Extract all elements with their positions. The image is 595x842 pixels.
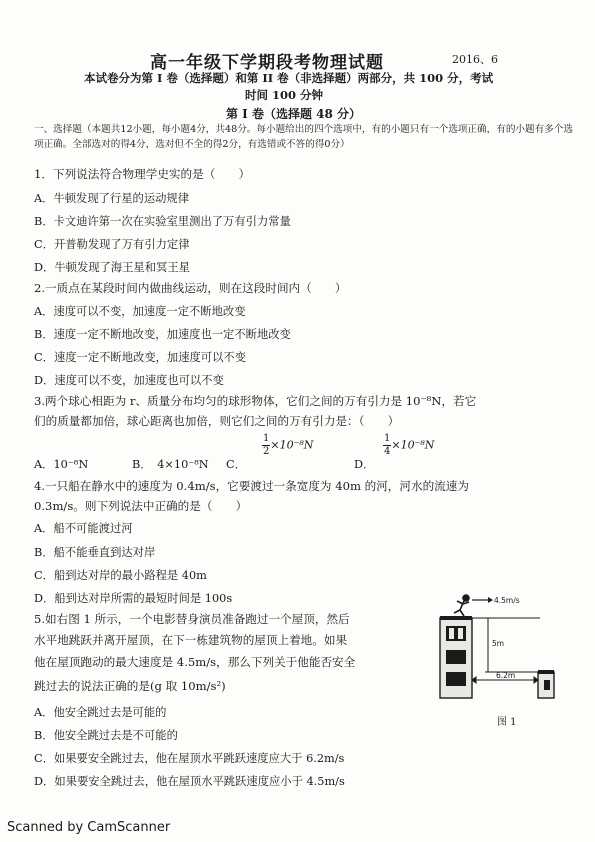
question-5-stem-line2: 水平地跳跃并离开屋顶，在下一栋建筑物的屋顶上着地。如果: [34, 633, 348, 647]
part1-title: 第 I 卷（选择题 48 分）: [226, 107, 362, 121]
question-5-option-d: D．如果要安全跳过去，他在屋顶水平跳跃速度应小于 4.5m/s: [34, 775, 345, 788]
question-3-stem-line1: 3.两个球心相距为 r、质量分布均匀的球形物体，它们之间的万有引力是 10⁻⁸N，若它: [34, 394, 477, 408]
exam-title: 高一年级下学期段考物理试题: [150, 53, 384, 73]
question-5-stem-line1: 5.如右图 1 所示，一个电影替身演员准备跑过一个屋顶，然后: [34, 612, 350, 626]
question-5-option-a: A．他安全跳过去是可能的: [34, 706, 167, 719]
question-1-option-c: C．开普勒发现了万有引力定律: [34, 238, 190, 251]
left-building: [440, 616, 472, 698]
distance-label: 6.2m: [496, 671, 516, 680]
height-marker: [472, 618, 540, 672]
question-4-option-b: B．船不能垂直到达对岸: [34, 546, 156, 559]
question-5-option-b: B．他安全跳过去是不可能的: [34, 729, 178, 742]
question-3-option-b: B． 4×10⁻⁸N: [132, 458, 209, 471]
question-1-option-b: B．卡文迪许第一次在实验室里测出了万有引力常量: [34, 215, 291, 228]
question-2-option-b: B．速度一定不断地改变，加速度也一定不断地改变: [34, 328, 291, 341]
velocity-arrow: [472, 597, 493, 603]
height-label: 5m: [492, 639, 505, 648]
exam-intro-line2: 时间 100 分钟: [245, 88, 324, 102]
question-4-option-c: C．船到达对岸的最小路程是 40m: [34, 569, 207, 582]
scanner-watermark: Scanned by CamScanner: [7, 820, 171, 835]
question-4-option-d: D．船到达对岸所需的最短时间是 100s: [34, 592, 233, 605]
question-2-option-d: D．速度可以不变，加速度也可以不变: [34, 374, 224, 387]
question-2-stem: 2.一质点在某段时间内做曲线运动，则在这段时间内（ ）: [34, 281, 347, 295]
question-4-option-a: A．船不可能渡过河: [34, 522, 133, 535]
question-3-option-c-value: $\frac{1}{2}$ ×10⁻⁸N: [263, 433, 314, 457]
question-1-stem: 1．下列说法符合物理学史实的是（ ）: [34, 167, 251, 181]
question-5-stem-line3: 他在屋顶跑动的最大速度是 4.5m/s，那么下列关于他能否安全: [34, 655, 356, 669]
question-3-option-d-value: $\frac{1}{4}$ ×10⁻⁸N: [384, 433, 435, 457]
speed-label: 4.5m/s: [494, 596, 520, 605]
question-2-option-a: A．速度可以不变，加速度一定不断地改变: [34, 305, 246, 318]
question-2-option-c: C．速度一定不断地改变，加速度可以不变: [34, 351, 246, 364]
section-instructions: 一、选择题（本题共12小题，每小题4分，共48分。每小题给出的四个选项中，有的小题只有一个选项正确，有的小题有多个选项正确。全部选对的得4分，选对但不全的得2分，有选错或不答的得0分）: [34, 124, 573, 150]
exam-date: 2016、6: [452, 53, 498, 66]
question-3-option-d-label: D．: [354, 458, 375, 471]
question-5-stem-line4: 跳过去的说法正确的是(g 取 10m/s²): [34, 679, 226, 693]
exam-intro-line1: 本试卷分为第 I 卷（选择题）和第 II 卷（非选择题）两部分，共 100 分，考试: [84, 71, 494, 85]
question-3-option-a: A．10⁻⁸N: [34, 458, 89, 471]
question-3-stem-line2: 们的质量都加倍，球心距离也加倍，则它们之间的万有引力是：（ ）: [34, 414, 400, 428]
figure-1-caption: 图 1: [497, 717, 517, 728]
stuntman-figure: [454, 595, 469, 616]
question-3-option-c-label: C．: [226, 458, 246, 471]
question-4-stem-line1: 4.一只船在静水中的速度为 0.4m/s，它要渡过一条宽度为 40m 的河，河水的流速为: [34, 479, 469, 493]
right-building: [538, 670, 554, 698]
question-1-option-d: D．牛顿发现了海王星和冥王星: [34, 261, 190, 274]
question-5-option-c: C．如果要安全跳过去，他在屋顶水平跳跃速度应大于 6.2m/s: [34, 752, 345, 765]
question-1-option-a: A．牛顿发现了行星的运动规律: [34, 192, 190, 205]
figure-1-diagram: [430, 580, 580, 715]
question-4-stem-line2: 0.3m/s。则下列说法中正确的是（ ）: [34, 499, 248, 513]
